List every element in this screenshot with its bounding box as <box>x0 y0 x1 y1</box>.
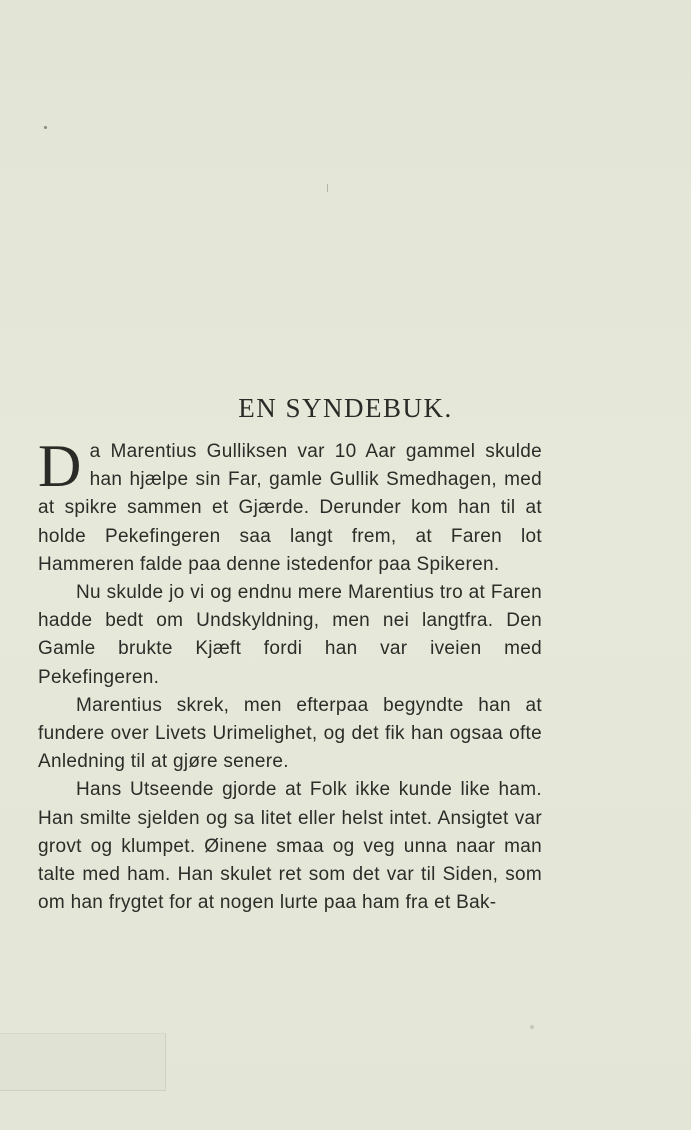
paragraph <box>38 433 542 579</box>
paragraph: Hans Utseende gjorde at Folk ikke kunde like ham. Han smilte sjelden og sa litet eller helst intet. Ansigtet var grovt og klumpet. Øinene smaa og veg unna naar man talte med ham. Han skulet ret som det var til Siden, som om han frygtet for at nogen lurte paa ham fra et Bak- <box>38 779 542 914</box>
paragraph: Marentius skrek, men efterpaa begyndte han at fundere over Livets Urimelighet, og det fik han ogsaa ofte Anledning til at gjøre senere. <box>38 694 542 773</box>
drop-cap: D <box>38 433 82 499</box>
paragraph-text: a Marentius Gulliksen var 10 Aar gammel skulde han hjælpe sin Far, gamle Gullik Smedhagen, med at spikre sammen et Gjærde. Derunder kom han til at holde Pekefingeren saa langt frem, at Faren lot Hammeren falde paa denne istedenfor paa Spikeren. <box>38 441 542 575</box>
paper-slip <box>0 1033 166 1091</box>
paragraph: Nu skulde jo vi og endnu mere Marentius tro at Faren hadde bedt om Undskyldning, men nei langtfra. Den Gamle brukte Kjæft fordi han var iveien med Pekefingeren. <box>38 582 542 688</box>
chapter-title: EN SYNDEBUK. <box>238 393 453 423</box>
paper-speck <box>530 1025 534 1029</box>
paper-speck <box>327 184 328 192</box>
body-text <box>38 433 542 917</box>
paper-speck <box>44 126 47 129</box>
